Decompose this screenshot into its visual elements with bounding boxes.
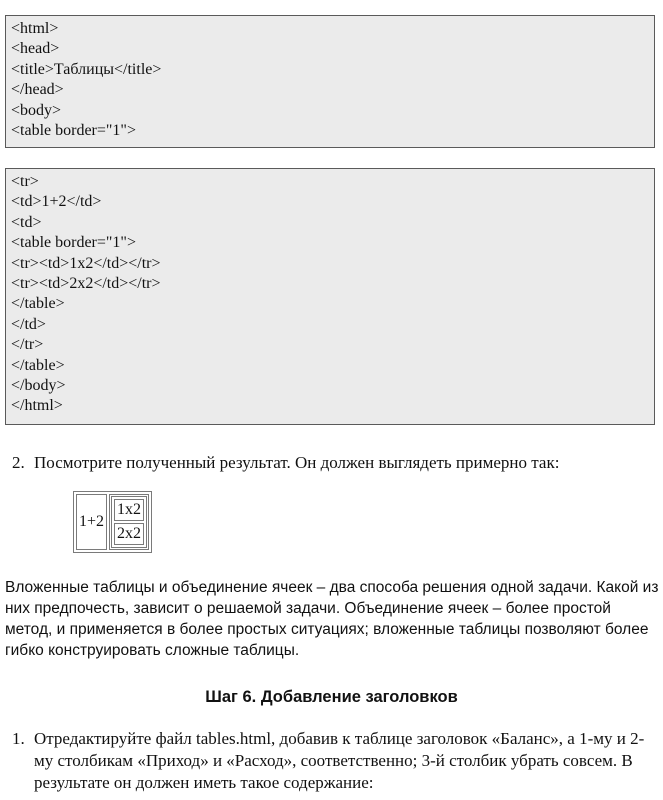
code-line: </table> — [11, 356, 65, 374]
code-line: </body> — [11, 376, 66, 394]
code-line: <body> — [11, 101, 62, 119]
explanation-paragraph: Вложенные таблицы и объединение ячеек – два способа решения одной задачи. Какой из них предпочесть, зависит о решаемой задачи. Объединение ячеек – более простой метод, и применяется в более простых ситуациях; вложенные таблицы позволяют более гибко конструировать сложные таблицы. — [5, 579, 659, 659]
step-1-item — [12, 728, 657, 796]
code-line: </td> — [11, 315, 46, 333]
code-line: <td>1+2</td> — [11, 193, 102, 211]
nested-table-cell — [109, 494, 149, 550]
section-heading: Шаг 6. Добавление заголовков — [205, 688, 458, 706]
code-line: </table> — [11, 295, 65, 313]
code-line: <table border="1"> — [11, 234, 136, 252]
nested-table — [111, 496, 147, 548]
code-line: </head> — [11, 81, 64, 99]
code-line: </tr> — [11, 336, 44, 354]
code-line: <html> — [11, 20, 59, 37]
code-block-1 — [5, 15, 655, 148]
step-text: Посмотрите полученный результат. Он должен выглядеть примерно так: — [34, 453, 560, 472]
code-line: <table border="1"> — [11, 121, 136, 139]
step-number: 1. — [12, 729, 25, 748]
step-number: 2. — [12, 453, 25, 472]
inner-cell: 1x2 — [114, 499, 144, 521]
code-line: <tr><td>2x2</td></tr> — [11, 274, 161, 292]
code-block-2 — [5, 168, 655, 425]
code-line: <tr> — [11, 173, 39, 190]
outer-cell: 1+2 — [76, 494, 107, 550]
code-line: <tr><td>1x2</td></tr> — [11, 254, 161, 272]
code-line: <head> — [11, 40, 60, 58]
sample-rendered-table — [73, 491, 152, 553]
inner-cell: 2x2 — [114, 523, 144, 545]
code-line: <td> — [11, 213, 42, 231]
code-line: </html> — [11, 397, 63, 415]
step-2-item — [12, 452, 657, 476]
step-text: Отредактируйте файл tables.html, добавив к таблице заголовок «Баланс», а 1-му и 2-му столбикам «Приход» и «Расход», соответственно; 3-й столбик убрать совсем. В результате он должен иметь такое содержание: — [34, 729, 645, 792]
code-line: <title>Таблицы</title> — [11, 60, 162, 78]
